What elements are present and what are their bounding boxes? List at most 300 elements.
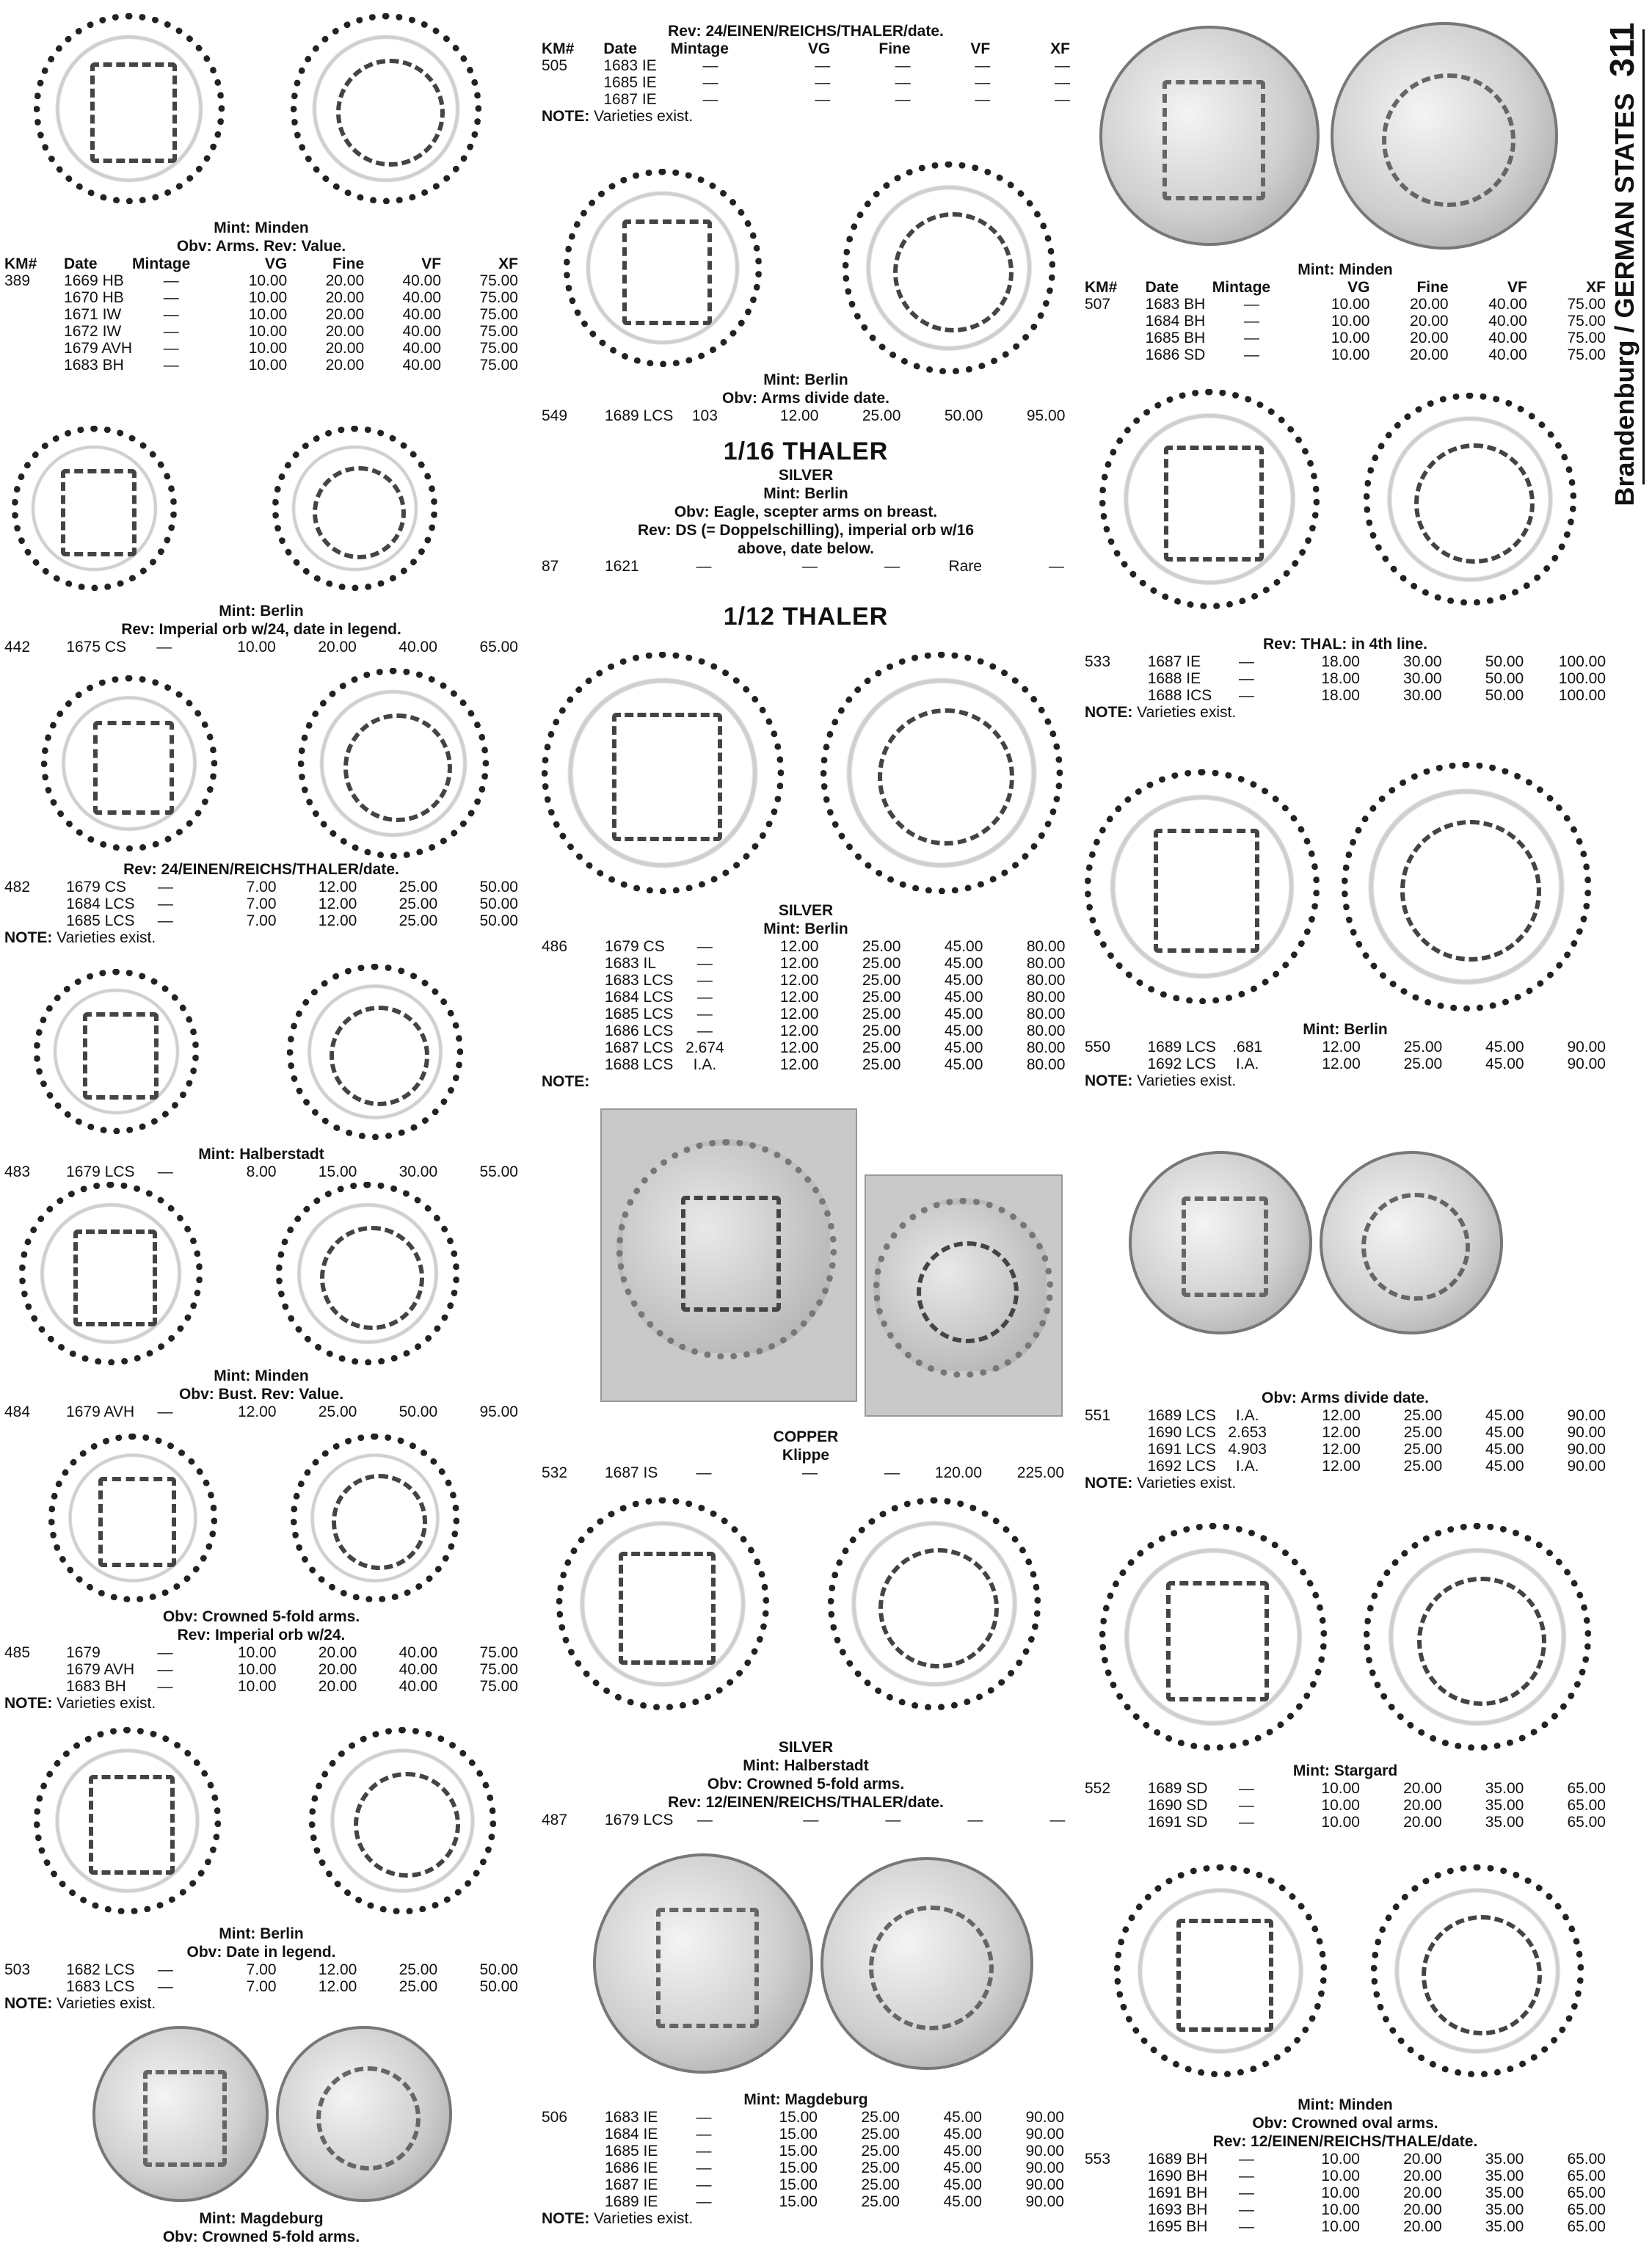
price-cell: 25.00 [862,1006,901,1022]
price-cell: 12.00 [318,1978,357,1995]
price-cell: 12.00 [318,896,357,912]
table-row [542,1022,1065,1039]
mintage-cell: I.A. [1235,1056,1259,1072]
date-cell: 1684 IE [605,2126,658,2143]
km-number [542,2160,605,2176]
price-cell: 80.00 [1026,955,1066,972]
km-number: 532 [542,1464,568,1481]
price-cell: 20.00 [318,1678,357,1695]
price-cell: 20.00 [318,1644,357,1661]
price-cell: 90.00 [1025,2160,1064,2176]
coin-photo [593,1842,1063,2085]
price-cell: 45.00 [944,1056,983,1073]
km-number [1085,2201,1148,2218]
price-cell: 35.00 [1485,2168,1524,2184]
km-number: 551 [1085,1407,1111,1424]
date-cell: 1685 BH [1145,330,1206,346]
table-row [1085,2168,1606,2184]
coin-photo [41,668,511,859]
km-number: 505 [542,57,568,74]
table-row [542,57,1070,74]
price-cell: 20.00 [1403,1814,1442,1831]
mintage-cell: — [696,1812,713,1828]
price-cell: 90.00 [1567,1056,1606,1072]
price-cell: 90.00 [1567,1458,1606,1475]
date-cell: 1679 CS [605,938,665,955]
mintage-cell: — [163,340,179,357]
price-cell: — [1055,91,1070,108]
date-cell: 1683 IL [605,955,657,972]
column-header: KM# [4,255,37,272]
price-cell: 80.00 [1026,1039,1066,1056]
price-cell: 90.00 [1567,1441,1606,1458]
price-cell: 40.00 [1488,346,1527,363]
price-cell: 25.00 [1403,1441,1443,1458]
table-row [4,1661,518,1678]
coin-reverse [843,161,1055,374]
price-cell: 10.00 [1321,1797,1360,1814]
table-row [1085,2218,1606,2235]
coin-caption: Rev: 12/EINEN/REICHS/THALE/date. [1212,2133,1478,2150]
table-row [4,272,518,289]
catalog-entry [542,2091,1070,2228]
price-cell: 45.00 [944,972,983,989]
mintage-cell: — [163,306,179,323]
coin-reverse [287,964,463,1140]
mintage-cell: — [1238,1797,1254,1814]
price-cell: 8.00 [246,1163,277,1180]
km-number [1085,1814,1148,1831]
coin-caption: Mint: Berlin [1303,1021,1388,1038]
date-cell: 1671 IW [64,306,122,323]
price-cell: 65.00 [1567,2151,1606,2168]
coin-caption: Obv: Arms. Rev: Value. [176,238,346,255]
table-row [1085,1441,1606,1458]
date-cell: 1692 LCS [1147,1056,1216,1072]
km-number [1085,2184,1148,2201]
price-cell: 20.00 [325,357,365,374]
price-cell: 65.00 [1567,2168,1606,2184]
km-number [1085,1458,1147,1475]
catalog-entry [1085,1389,1606,1492]
price-cell: 20.00 [1403,2184,1442,2201]
mintage-cell: — [163,357,179,374]
price-cell: 25.00 [399,912,438,929]
varieties-note: NOTE: Varieties exist. [4,1995,156,2012]
price-cell: — [975,91,991,108]
price-cell: 12.00 [1322,1441,1361,1458]
coin-obverse [34,969,199,1134]
coin-photo [564,161,1033,374]
date-cell: 1679 AVH [66,1661,135,1678]
mintage-cell: — [696,2143,712,2160]
price-cell: 75.00 [1567,313,1606,330]
table-row [542,938,1065,955]
mintage-cell: — [696,989,713,1006]
price-cell: — [815,57,831,74]
km-number: 485 [4,1644,31,1661]
coin-photo [1099,15,1569,257]
km-number [1085,687,1148,704]
varieties-note: NOTE: [542,1073,590,1090]
note-text: Varieties exist. [57,1695,156,1712]
price-table [4,255,518,374]
table-row [1085,313,1606,330]
price-cell: 25.00 [862,938,901,955]
catalog-entry [4,1367,518,1420]
price-cell: 35.00 [1485,1780,1524,1797]
price-cell: 40.00 [399,1661,438,1678]
table-row [1085,653,1606,670]
price-cell: 50.00 [479,912,518,929]
price-cell: 15.00 [318,1163,357,1180]
coin-caption: Rev: DS (= Doppelschilling), imperial orb w/16 [637,522,974,539]
catalog-entry [4,2209,518,2246]
price-cell: 15.00 [779,2176,818,2193]
mintage-cell: — [696,972,713,989]
price-cell: 15.00 [779,2143,818,2160]
price-cell: 25.00 [1403,1458,1443,1475]
price-cell: 12.00 [1322,1039,1361,1056]
catalog-entry [4,602,518,655]
coin-obverse [1099,26,1320,246]
date-cell: 1684 LCS [66,896,135,912]
mintage-cell: — [157,912,173,929]
price-cell: 65.00 [1567,2184,1606,2201]
date-cell: 1684 BH [1145,313,1206,330]
date-cell: 1679 AVH [64,340,133,357]
mintage-cell: 2.674 [685,1039,724,1056]
denomination-heading: 1/16 THALER [723,437,889,465]
coin-photo [48,1435,518,1600]
table-row [542,989,1065,1006]
price-cell: 65.00 [1567,1797,1606,1814]
km-number [1085,670,1148,687]
date-cell: 1685 LCS [66,912,135,929]
mintage-cell: — [156,639,172,655]
mintage-cell: — [1238,2184,1254,2201]
coin-obverse [593,1853,813,2074]
price-cell: 25.00 [1403,1424,1443,1441]
coin-caption: Mint: Halberstadt [198,1146,324,1163]
mintage-cell: 103 [691,407,718,424]
price-cell: 25.00 [861,2109,900,2126]
table-row [542,1812,1065,1828]
table-row [4,340,518,357]
price-cell: 90.00 [1567,1407,1606,1424]
coin-reverse [291,13,481,204]
price-cell: 20.00 [1410,330,1449,346]
price-cell: 18.00 [1321,687,1360,704]
coin-caption: SILVER [778,902,834,919]
mintage-cell: — [696,2126,712,2143]
price-cell: 25.00 [861,2193,900,2210]
km-number [542,2126,605,2143]
price-cell: 50.00 [1485,653,1524,670]
column-header: Date [603,40,637,57]
price-cell: 40.00 [1488,330,1527,346]
table-row [1085,1458,1606,1475]
price-cell: 45.00 [943,2193,982,2210]
price-cell: — [1049,1812,1066,1828]
price-cell: 80.00 [1026,1056,1066,1073]
km-number [542,1022,605,1039]
price-cell: 25.00 [861,2126,900,2143]
coin-caption: Rev: 24/EINEN/REICHS/THALER/date. [668,23,944,40]
price-cell: 7.00 [246,1978,277,1995]
price-cell: — [802,558,818,575]
price-cell: 75.00 [479,289,518,306]
price-cell: 10.00 [1321,2218,1360,2235]
km-number [1085,346,1146,363]
table-header-row [1085,279,1606,296]
price-cell: 45.00 [944,955,983,972]
date-cell: 1621 [605,558,639,575]
price-table [1085,2151,1606,2235]
date-cell: 1683 BH [1145,296,1206,313]
catalog-entry [1085,2096,1606,2235]
price-table [542,1812,1065,1828]
coin-caption: Obv: Arms divide date. [722,390,889,407]
price-table [542,2109,1064,2210]
km-number [4,912,66,929]
price-cell: 50.00 [479,896,518,912]
date-cell: 1689 SD [1147,1780,1208,1797]
note-text: Varieties exist. [594,108,694,125]
price-cell: 10.00 [248,289,288,306]
mintage-cell: — [1238,687,1254,704]
mintage-cell: — [696,1006,713,1022]
coin-reverse [276,1182,459,1365]
table-row [4,1644,518,1661]
date-cell: 1690 LCS [1147,1424,1216,1441]
price-cell: 90.00 [1567,1424,1606,1441]
column-header: VF [1507,279,1527,296]
price-cell: 75.00 [1567,346,1606,363]
coin-caption: Mint: Minden [214,219,309,236]
price-cell: — [895,57,911,74]
coin-obverse [48,1434,217,1602]
coin-photo [1114,1857,1584,2085]
column-header: XF [1586,279,1606,296]
date-cell: 1692 LCS [1147,1458,1216,1475]
column-header: VF [970,40,991,57]
price-cell: 50.00 [1485,687,1524,704]
column-header: Mintage [1212,279,1271,296]
price-cell: — [975,74,991,91]
coin-caption: Obv: Crowned oval arms. [1252,2115,1438,2132]
price-cell: 65.00 [1567,1814,1606,1831]
price-cell: 90.00 [1025,2109,1064,2126]
catalog-entry [4,1145,518,1180]
coin-caption: Obv: Crowned 5-fold arms. [162,1608,360,1625]
price-cell: — [885,1812,901,1828]
price-cell: 12.00 [779,1039,819,1056]
table-row [542,2160,1064,2176]
km-number [4,289,64,306]
price-cell: — [884,1464,900,1481]
date-cell: 1679 CS [66,879,126,896]
mintage-cell: 2.653 [1228,1424,1267,1441]
price-cell: 35.00 [1485,2218,1524,2235]
note-text: Varieties exist. [594,2210,694,2227]
price-cell: — [895,91,911,108]
table-row [542,2143,1064,2160]
coin-caption: Rev: 24/EINEN/REICHS/THALER/date. [123,861,399,878]
coin-caption: Klippe [782,1447,830,1464]
price-cell: 10.00 [1331,296,1370,313]
table-row [4,323,518,340]
mintage-cell: I.A. [1235,1407,1259,1424]
price-table [4,1163,518,1180]
coin-caption: Obv: Arms divide date. [1262,1390,1429,1406]
date-cell: 1683 BH [66,1678,126,1695]
coin-reverse [1331,22,1558,250]
klippe-obverse [600,1108,857,1402]
coin-caption: Mint: Halberstadt [743,1757,869,1774]
date-cell: 1679 LCS [66,1163,135,1180]
date-cell: 1688 IE [1147,670,1201,687]
date-cell: 1679 [66,1644,101,1661]
coin-caption: Mint: Magdeburg [199,2210,324,2227]
column-header: VF [421,255,442,272]
coin-caption: Rev: 12/EINEN/REICHS/THALER/date. [668,1794,944,1811]
price-cell: 75.00 [1567,330,1606,346]
column-header: VG [807,40,831,57]
mintage-cell: 4.903 [1228,1441,1267,1458]
column-header: Fine [1416,279,1449,296]
mintage-cell: .681 [1232,1039,1263,1056]
price-cell: 25.00 [399,1978,438,1995]
column-header: Fine [332,255,365,272]
price-table [1085,1407,1606,1475]
table-row [542,2109,1064,2126]
price-cell: 10.00 [237,1661,277,1678]
coin-reverse [1364,1523,1591,1751]
date-cell: 1683 LCS [66,1978,135,1995]
price-cell: 20.00 [1410,296,1449,313]
price-cell: 12.00 [779,407,819,424]
mintage-cell: — [696,938,713,955]
km-number [1085,330,1146,346]
date-cell: 1686 IE [605,2160,658,2176]
varieties-note: NOTE: Varieties exist. [4,929,156,946]
price-cell: 35.00 [1485,2201,1524,2218]
price-table [542,40,1070,108]
mintage-cell: — [696,1464,712,1481]
km-number [4,323,64,340]
price-cell: 95.00 [1026,407,1066,424]
price-cell: — [803,1812,819,1828]
price-cell: 10.00 [248,323,288,340]
price-cell: 25.00 [862,955,901,972]
catalog-entry [542,1428,1070,1481]
table-row [1085,1424,1606,1441]
column-header: VG [264,255,288,272]
km-number [542,955,605,972]
mintage-cell: — [1238,653,1254,670]
table-row [542,2193,1064,2210]
km-number: 486 [542,938,568,955]
date-cell: 1682 LCS [66,1961,135,1978]
coin-photo [542,646,1011,899]
price-cell: 12.00 [779,1022,819,1039]
price-cell: 25.00 [862,1039,901,1056]
table-row [4,289,518,306]
coin-obverse [1129,1151,1312,1334]
price-cell: 45.00 [944,938,983,955]
price-cell: 12.00 [779,955,819,972]
catalog-entry [4,860,518,947]
price-cell: 25.00 [862,1056,901,1073]
date-cell: 1695 BH [1147,2218,1208,2235]
price-cell: 80.00 [1026,972,1066,989]
catalog-entry [4,1925,518,2013]
price-cell: 12.00 [1322,1056,1361,1072]
km-number [4,306,64,323]
coin-photo [34,965,503,1138]
price-cell: 25.00 [861,2143,900,2160]
price-cell: — [967,1812,983,1828]
coin-photo [1099,1519,1569,1754]
mintage-cell: — [157,1403,173,1420]
coin-caption: SILVER [778,1739,834,1756]
price-cell: 12.00 [779,1006,819,1022]
price-cell: 20.00 [1410,346,1449,363]
coin-caption: Mint: Minden [1298,2096,1393,2113]
price-cell: 45.00 [1485,1424,1524,1441]
km-number: 506 [542,2109,568,2126]
km-number: 533 [1085,653,1111,670]
price-cell: 12.00 [318,912,357,929]
mintage-cell: — [157,896,173,912]
km-number [4,896,66,912]
price-cell: 40.00 [399,1678,438,1695]
coin-obverse [92,2026,269,2202]
km-number [4,357,64,374]
mintage-cell: — [163,289,179,306]
price-cell: 12.00 [1322,1407,1361,1424]
km-number: 482 [4,879,31,896]
price-cell: 18.00 [1321,653,1360,670]
price-cell: 18.00 [1321,670,1360,687]
price-cell: 25.00 [862,989,901,1006]
date-cell: 1685 IE [603,74,657,91]
table-row [4,1163,518,1180]
mintage-cell: — [1238,2168,1254,2184]
price-cell: 25.00 [1403,1407,1443,1424]
coin-obverse [1099,1523,1327,1751]
catalog-entry [542,22,1070,126]
coin-caption: Obv: Crowned 5-fold arms. [707,1776,905,1792]
price-cell: 12.00 [237,1403,277,1420]
price-cell: 80.00 [1026,938,1066,955]
price-cell: 40.00 [1488,313,1527,330]
price-cell: 12.00 [318,879,357,896]
date-cell: 1687 IE [1147,653,1201,670]
price-cell: 20.00 [325,272,365,289]
catalog-entry [1085,635,1606,722]
date-cell: 1687 IE [605,2176,658,2193]
coin-obverse [542,652,784,894]
table-row [1085,2151,1606,2168]
table-header-row [542,40,1070,57]
table-row [4,639,518,655]
table-row [4,1678,518,1695]
coin-photo [556,1497,1026,1710]
price-cell: 120.00 [934,1464,982,1481]
price-cell: 10.00 [248,340,288,357]
